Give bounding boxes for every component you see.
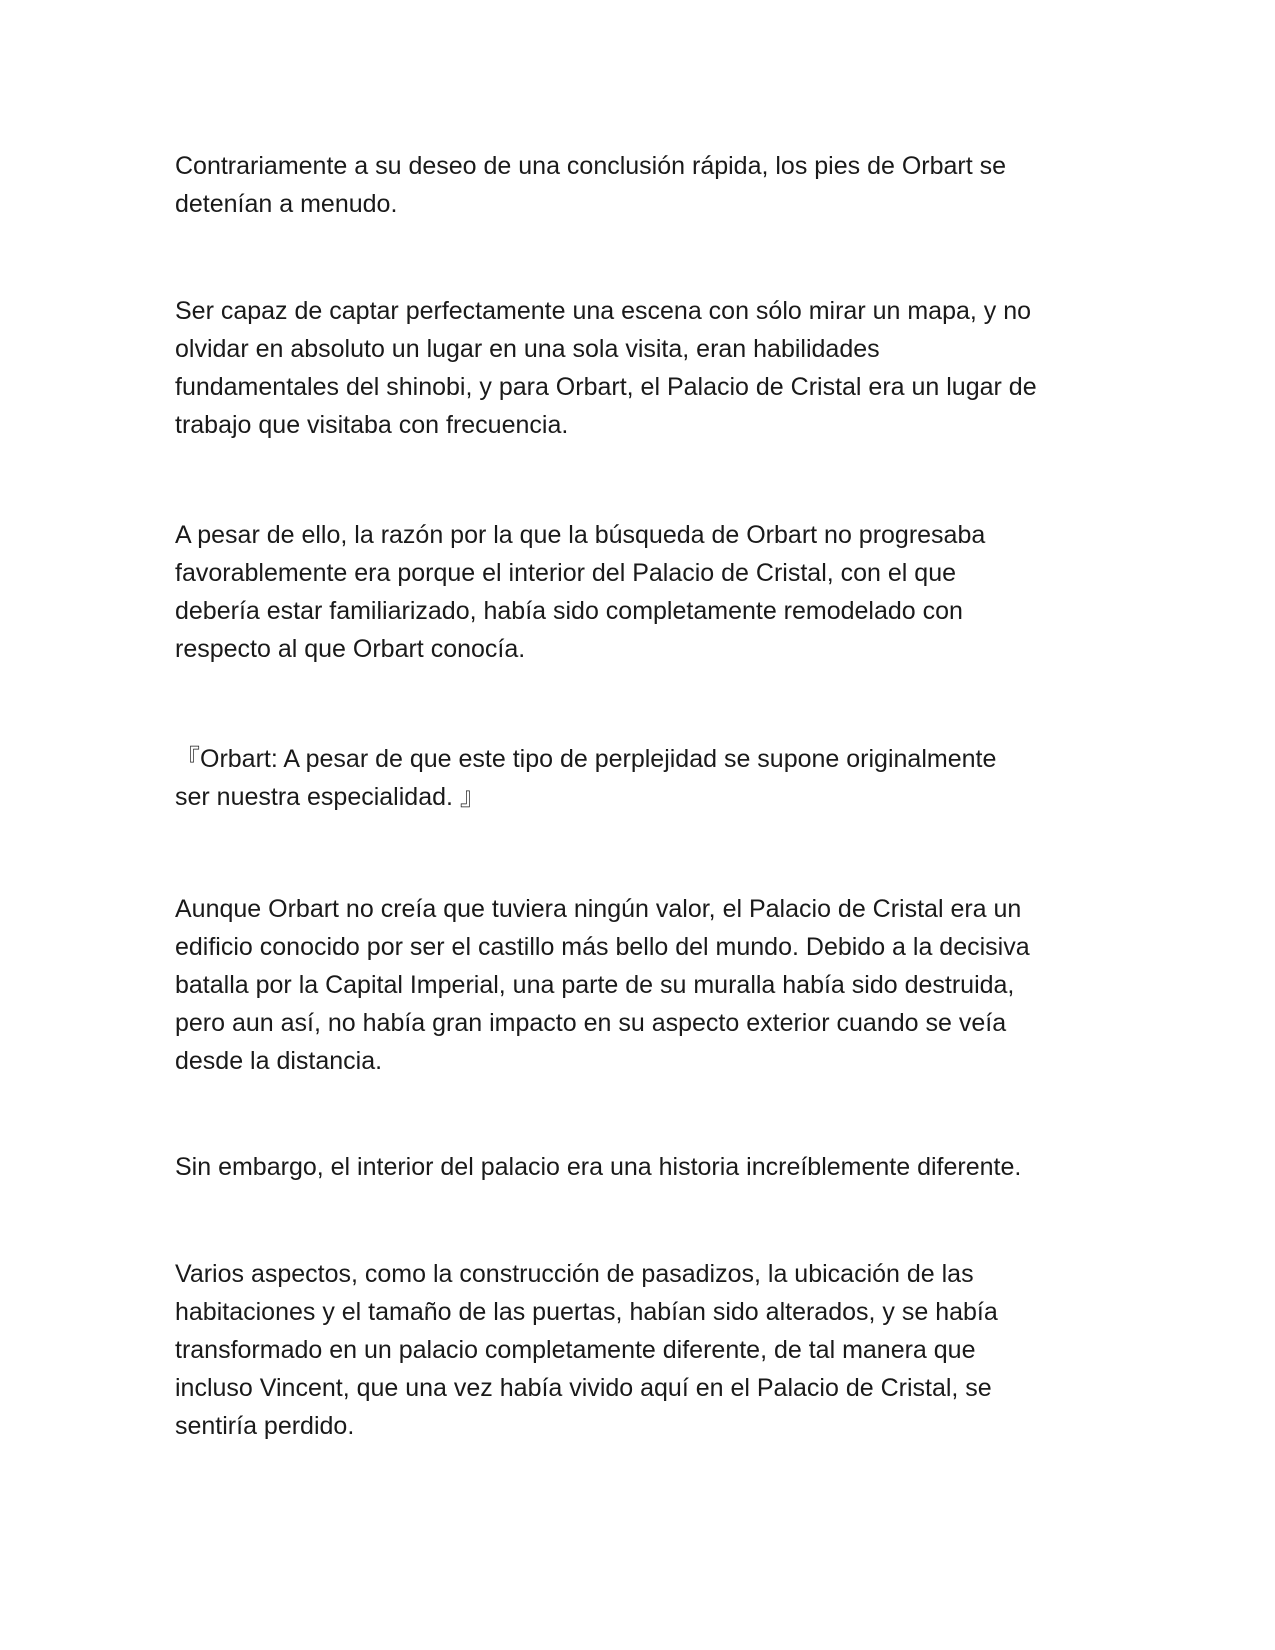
paragraph: Contrariamente a su deseo de una conclusión rápida, los pies de Orbart se detenían a menudo. <box>175 152 1007 218</box>
dialogue-paragraph: 『Orbart: A pesar de que este tipo de perplejidad se supone originalmente ser nuestra especialidad. 』 <box>175 745 997 811</box>
paragraph: A pesar de ello, la razón por la que la búsqueda de Orbart no progresaba favorablemente era porque el interior del Palacio de Cristal, con el que debería estar familiarizado, había sido completamente remodelado con respecto al que Orbart conocía. <box>175 521 986 663</box>
paragraph: Aunque Orbart no creía que tuviera ningún valor, el Palacio de Cristal era un edificio conocido por ser el castillo más bello del mundo. Debido a la decisiva batalla por la Capital Imperial, una parte de su muralla había sido destruida, pero aun así, no había gran impacto en su aspecto exterior cuando se veía desde la distancia. <box>175 895 1030 1075</box>
paragraph: Varios aspectos, como la construcción de pasadizos, la ubicación de las habitaciones y el tamaño de las puertas, habían sido alterados, y se había transformado en un palacio completamente diferente, de tal manera que incluso Vincent, que una vez había vivido aquí en el Palacio de Cristal, se sentiría perdido. <box>175 1260 998 1440</box>
paragraph: Ser capaz de captar perfectamente una escena con sólo mirar un mapa, y no olvidar en absoluto un lugar en una sola visita, eran habilidades fundamentales del shinobi, y para Orbart, el Palacio de Cristal era un lugar de trabajo que visitaba con frecuencia. <box>175 297 1037 439</box>
paragraph: Sin embargo, el interior del palacio era una historia increíblemente diferente. <box>175 1153 1022 1181</box>
